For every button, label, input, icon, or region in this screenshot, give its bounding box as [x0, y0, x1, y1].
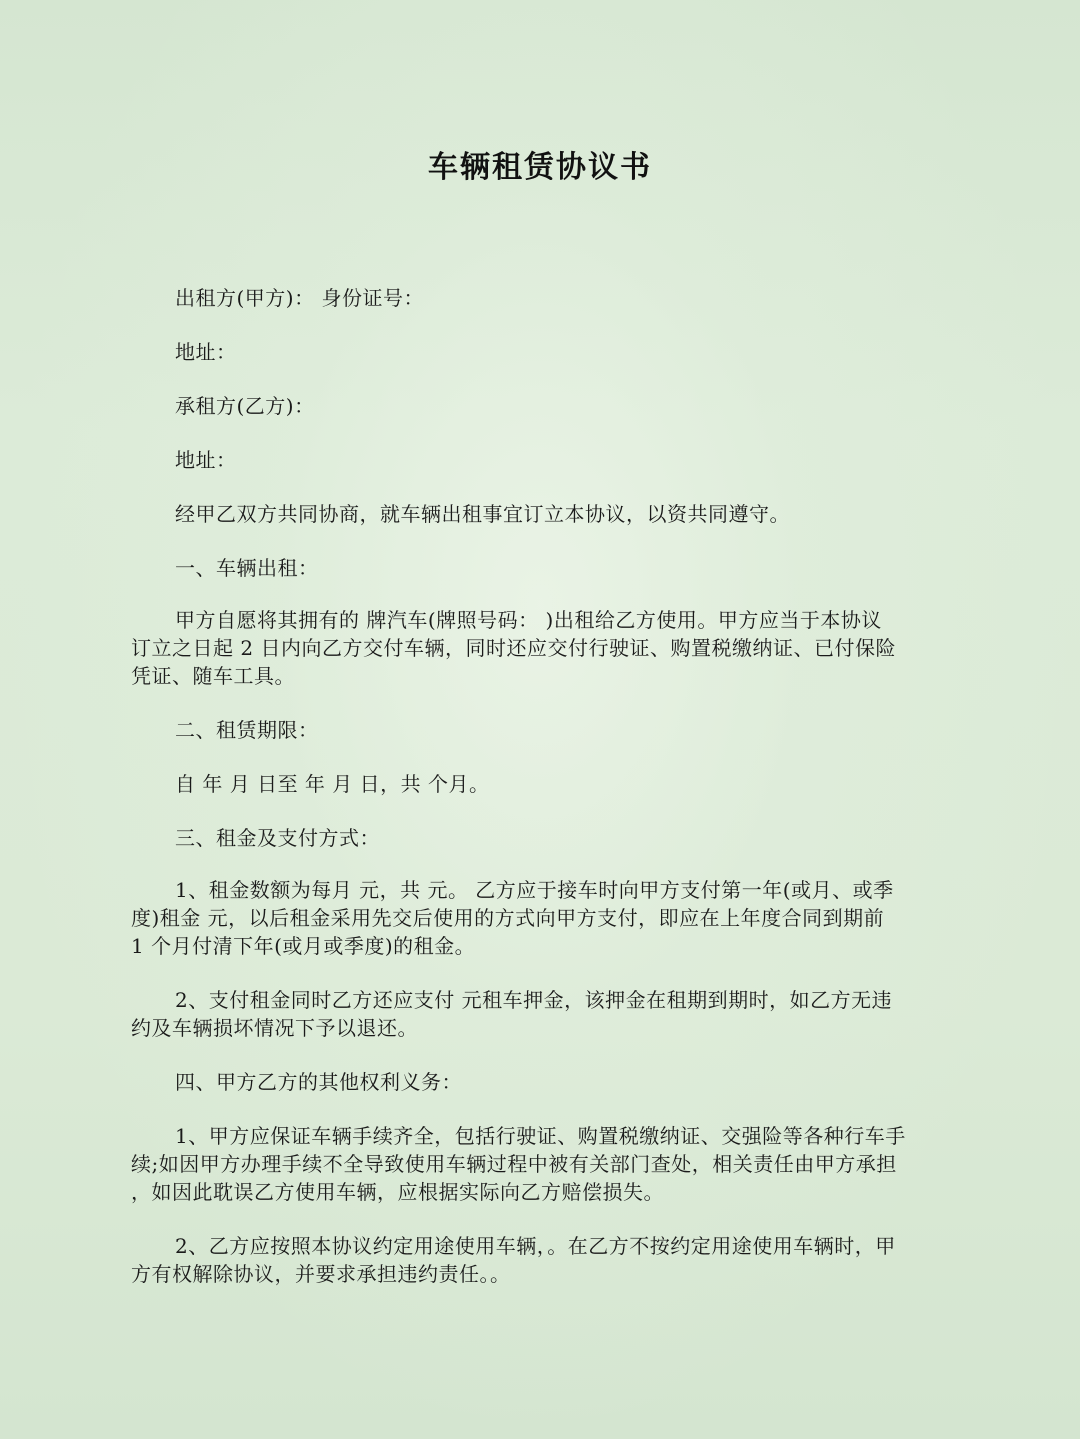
paragraph-line: 方有权解除协议，并要求承担违约责任。。 — [131, 1262, 511, 1286]
paragraph-line: 约及车辆损坏情况下予以退还。 — [131, 1016, 418, 1040]
paragraph-line: 订立之日起 2 日内向乙方交付车辆，同时还应交付行驶证、购置税缴纳证、已付保险 — [131, 636, 896, 660]
paragraph-line: 1、甲方应保证车辆手续齐全，包括行驶证、购置税缴纳证、交强险等各种行车手 — [175, 1124, 906, 1148]
paragraph-line: 2、支付租金同时乙方还应支付 元租车押金，该押金在租期到期时，如乙方无违 — [175, 988, 893, 1012]
section-3-paragraph-1 — [131, 876, 951, 960]
intro-paragraph: 经甲乙双方共同协商，就车辆出租事宜订立本协议，以资共同遵守。 — [175, 502, 790, 526]
paragraph-line: 凭证、随车工具。 — [131, 664, 295, 688]
document-title: 车辆租赁协议书 — [428, 150, 652, 185]
section-2-heading: 二、租赁期限： — [175, 718, 319, 742]
paragraph-line: 度)租金 元，以后租金采用先交后使用的方式向甲方支付，即应在上年度合同到期前 — [131, 906, 885, 930]
paragraph-line: 续;如因甲方办理手续不全导致使用车辆过程中被有关部门查处，相关责任由甲方承担 — [131, 1152, 897, 1176]
section-2-paragraph-1: 自 年 月 日至 年 月 日，共 个月。 — [175, 772, 490, 796]
paragraph-line: 甲方自愿将其拥有的 牌汽车(牌照号码： )出租给乙方使用。甲方应当于本协议 — [175, 608, 882, 632]
section-4-paragraph-1 — [131, 1122, 951, 1206]
lessor-field: 出租方(甲方)： 身份证号： — [175, 286, 424, 310]
paragraph-line: ，如因此耽误乙方使用车辆，应根据实际向乙方赔偿损失。 — [131, 1180, 664, 1204]
paragraph-line: 2、乙方应按照本协议约定用途使用车辆，。在乙方不按约定用途使用车辆时，甲 — [175, 1234, 896, 1258]
section-1-paragraph-1 — [131, 606, 951, 690]
paragraph-line: 1 个月付清下年(或月或季度)的租金。 — [131, 934, 476, 958]
section-4-heading: 四、甲方乙方的其他权利义务： — [175, 1070, 462, 1094]
section-3-paragraph-2 — [131, 986, 951, 1042]
lessee-field: 承租方(乙方)： — [175, 394, 315, 418]
section-1-heading: 一、车辆出租： — [175, 556, 319, 580]
section-3-heading: 三、租金及支付方式： — [175, 826, 380, 850]
paragraph-line: 1、租金数额为每月 元，共 元。 乙方应于接车时向甲方支付第一年(或月、或季 — [175, 878, 894, 902]
lessor-address-field: 地址： — [175, 340, 237, 364]
section-4-paragraph-2 — [131, 1232, 951, 1288]
lessee-address-field: 地址： — [175, 448, 237, 472]
